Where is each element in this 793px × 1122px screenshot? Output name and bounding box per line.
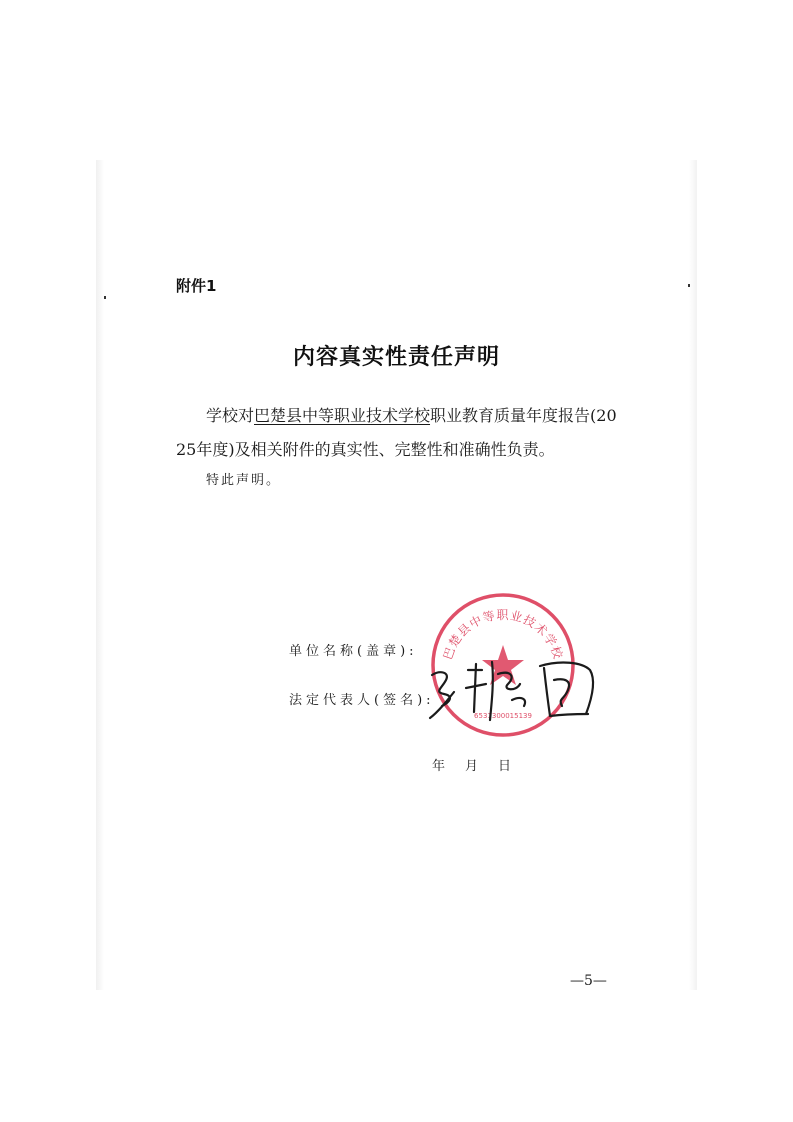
day-label: 日 [498,759,512,774]
year-label: 年 [432,759,446,774]
unit-name-label: 单位名称(盖章): [289,644,418,659]
body-line-1 [206,403,617,426]
body-line-2: 25年度)及相关附件的真实性、完整性和准确性负责。 [176,440,555,459]
month-label: 月 [465,759,479,774]
school-name: 巴楚县中等职业技术学校 [254,406,431,425]
date-row [432,755,531,774]
body-line-1-prefix: 学校对 [206,406,255,425]
scan-speck [688,284,690,287]
seal-text-top: 巴楚县中等职业技术学校 [440,608,566,662]
scan-speck [104,296,106,299]
handwritten-signature [420,640,620,730]
legal-representative-label: 法定代表人(签名): [289,693,435,708]
page-number: —5— [570,973,607,989]
document-title: 内容真实性责任声明 [292,345,500,370]
body-line-1-suffix: 职业教育质量年度报告(20 [430,406,617,425]
body-line-3: 特此声明。 [206,473,282,488]
attachment-label: 附件1 [176,277,217,295]
scan-edge-right [689,160,697,990]
scan-edge-left [96,160,104,990]
seal-number: 6531300015139 [474,712,532,720]
